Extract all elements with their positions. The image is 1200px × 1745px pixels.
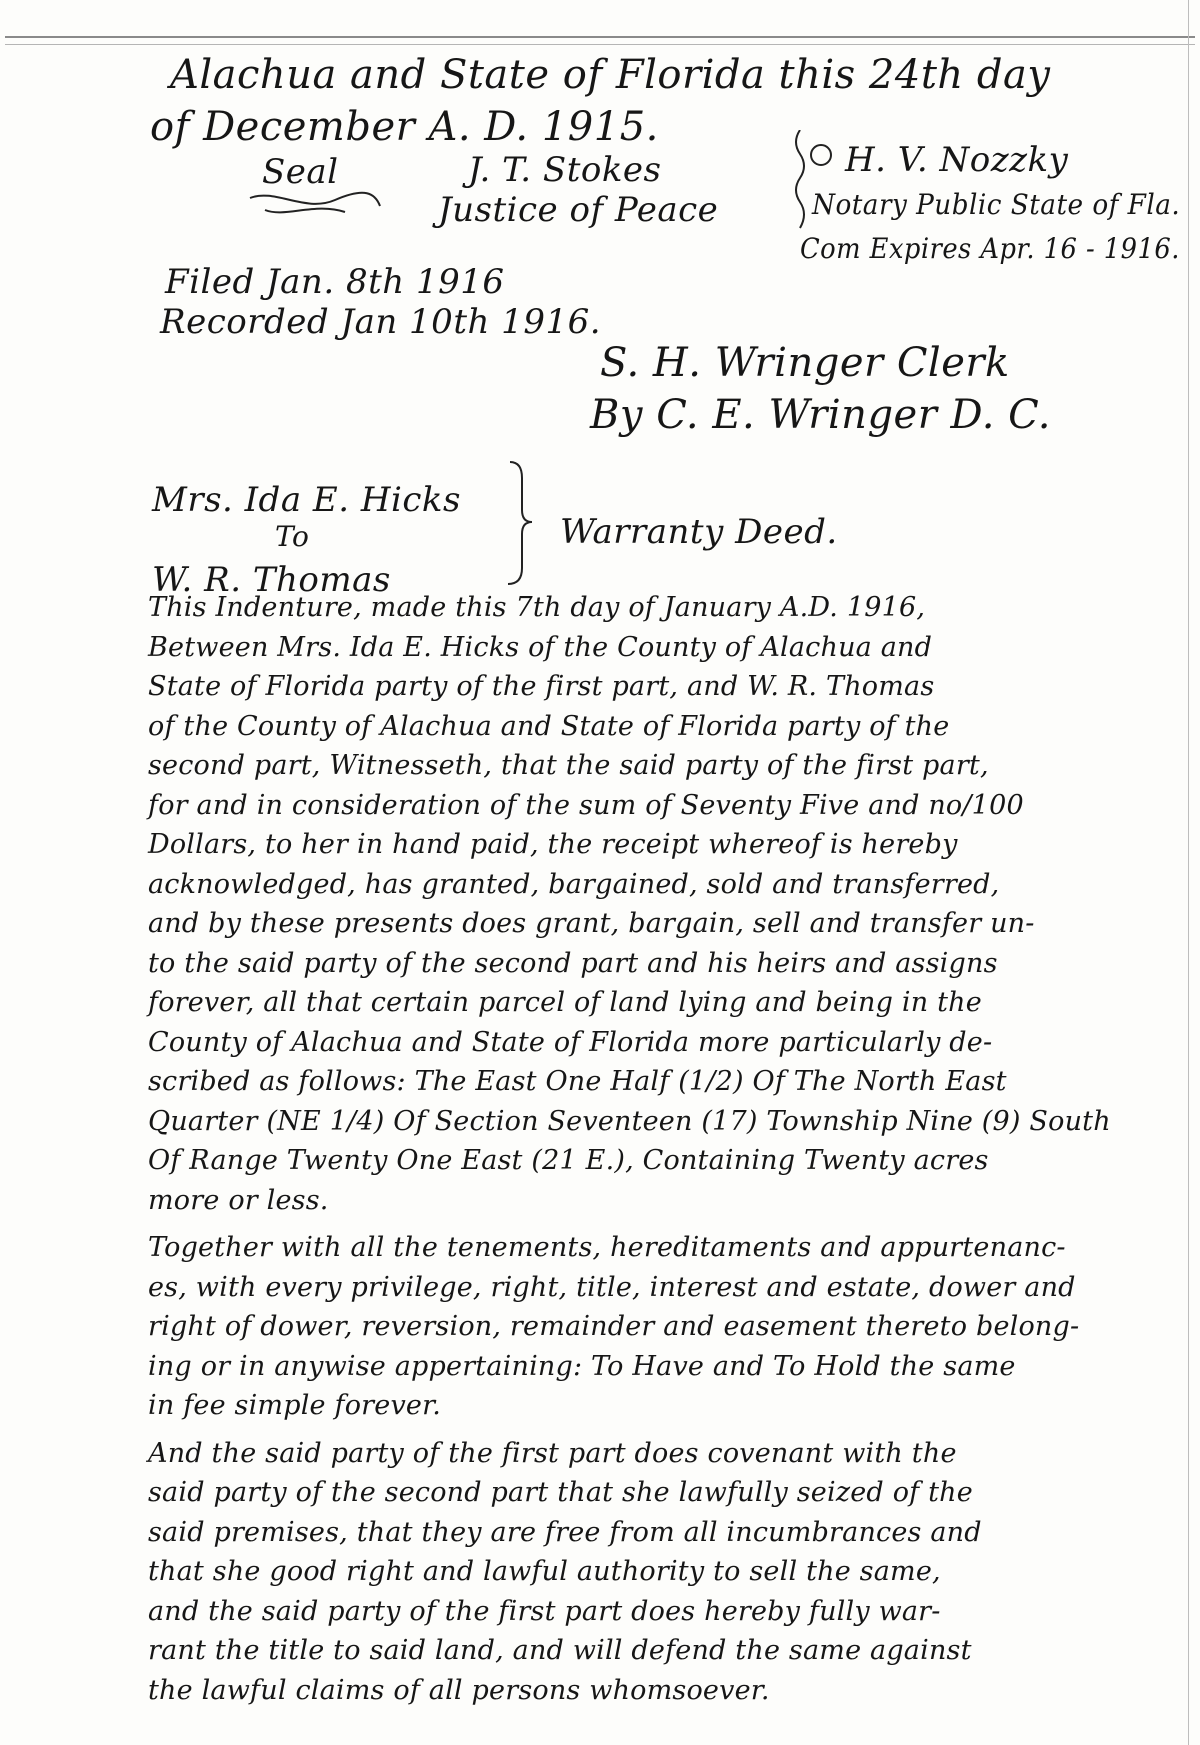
deed-line: rant the title to said land, and will defend the same against bbox=[148, 1635, 972, 1666]
deed-line: in fee simple forever. bbox=[148, 1390, 442, 1421]
ack-line-1: Alachua and State of Florida this 24th day bbox=[170, 52, 1051, 98]
deed-line: right of dower, reversion, remainder and easement thereto belong- bbox=[148, 1311, 1080, 1342]
grantee-name: W. R. Thomas bbox=[152, 560, 391, 600]
top-rule bbox=[5, 36, 1195, 38]
deed-line: more or less. bbox=[148, 1185, 329, 1216]
deed-line: to the said party of the second part and his heirs and assigns bbox=[148, 948, 998, 979]
notary-title: Notary Public State of Fla. bbox=[812, 188, 1181, 221]
notary-seal-edge-icon bbox=[790, 130, 810, 230]
filed-date: Filed Jan. 8th 1916 bbox=[165, 262, 505, 302]
parties-to: To bbox=[275, 520, 310, 553]
top-rule-secondary bbox=[5, 44, 1195, 45]
deed-line: and the said party of the first part does hereby fully war- bbox=[148, 1596, 941, 1627]
clerk-signature: S. H. Wringer Clerk bbox=[600, 340, 1010, 386]
deputy-clerk-signature: By C. E. Wringer D. C. bbox=[590, 392, 1052, 438]
deed-line: Of Range Twenty One East (21 E.), Containing Twenty acres bbox=[148, 1145, 989, 1176]
right-margin-rule bbox=[1188, 0, 1189, 1745]
deed-line: County of Alachua and State of Florida more particularly de- bbox=[148, 1027, 993, 1058]
deed-line: And the said party of the first part does covenant with the bbox=[148, 1438, 957, 1469]
recorded-date: Recorded Jan 10th 1916. bbox=[160, 302, 602, 342]
deed-line: acknowledged, has granted, bargained, sold and transferred, bbox=[148, 869, 1000, 900]
seal-flourish-icon bbox=[245, 188, 385, 218]
notary-name: H. V. Nozzky bbox=[845, 140, 1069, 180]
deed-line: ing or in anywise appertaining: To Have and To Hold the same bbox=[148, 1351, 1016, 1382]
deed-line: scribed as follows: The East One Half (1/2) Of The North East bbox=[148, 1066, 1007, 1097]
deed-line: for and in consideration of the sum of Seventy Five and no/100 bbox=[148, 790, 1024, 821]
deed-line: Together with all the tenements, hereditaments and appurtenanc- bbox=[148, 1232, 1066, 1263]
deed-line: Dollars, to her in hand paid, the receipt whereof is hereby bbox=[148, 829, 958, 860]
justice-title: Justice of Peace bbox=[438, 190, 719, 230]
ack-line-2: of December A. D. 1915. bbox=[150, 104, 659, 150]
deed-line: the lawful claims of all persons whomsoever. bbox=[148, 1675, 770, 1706]
deed-line: This Indenture, made this 7th day of January A.D. 1916, bbox=[148, 592, 926, 623]
deed-line: of the County of Alachua and State of Florida party of the bbox=[148, 711, 950, 742]
deed-line: forever, all that certain parcel of land lying and being in the bbox=[148, 987, 982, 1018]
deed-line: and by these presents does grant, bargain, sell and transfer un- bbox=[148, 908, 1035, 939]
notary-seal-icon bbox=[808, 142, 834, 168]
notary-commission: Com Expires Apr. 16 - 1916. bbox=[800, 232, 1180, 265]
justice-name: J. T. Stokes bbox=[468, 150, 662, 190]
deed-line: es, with every privilege, right, title, interest and estate, dower and bbox=[148, 1272, 1076, 1303]
instrument-type: Warranty Deed. bbox=[560, 512, 838, 552]
deed-line: that she good right and lawful authority to sell the same, bbox=[148, 1556, 941, 1587]
deed-line: second part, Witnesseth, that the said party of the first part, bbox=[148, 750, 989, 781]
deed-line: State of Florida party of the first part, and W. R. Thomas bbox=[148, 671, 935, 702]
parties-brace-icon bbox=[500, 458, 540, 588]
deed-line: Quarter (NE 1/4) Of Section Seventeen (17) Township Nine (9) South bbox=[148, 1106, 1111, 1137]
deed-line: said party of the second part that she lawfully seized of the bbox=[148, 1477, 973, 1508]
seal-label: Seal bbox=[262, 152, 339, 192]
deed-line: Between Mrs. Ida E. Hicks of the County of Alachua and bbox=[148, 632, 933, 663]
deed-line: said premises, that they are free from all incumbrances and bbox=[148, 1517, 982, 1548]
grantor-name: Mrs. Ida E. Hicks bbox=[152, 480, 461, 520]
